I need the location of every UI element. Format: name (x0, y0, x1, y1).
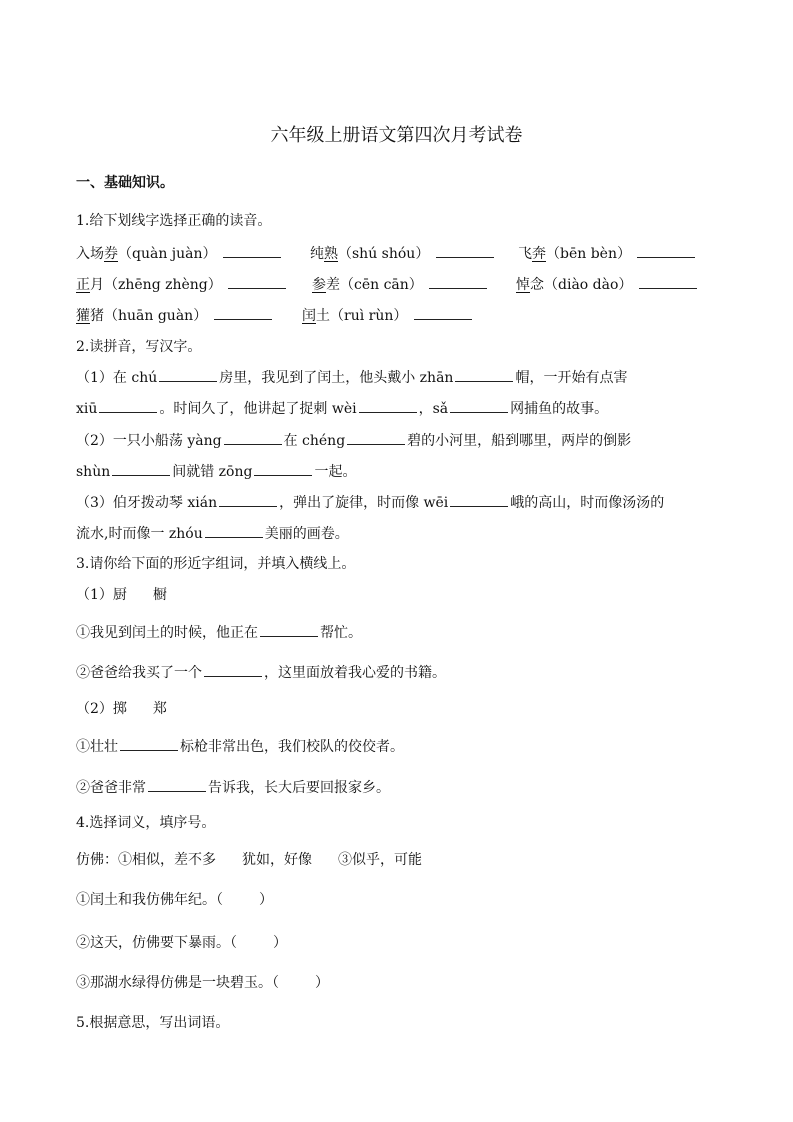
q2-line-4 (76, 461, 356, 482)
item-text: 念 (530, 277, 544, 293)
item-text: 土 (316, 308, 330, 324)
answer-blank[interactable] (224, 430, 282, 445)
meaning-3: ③似乎，可能 (338, 852, 422, 868)
answer-blank[interactable] (112, 461, 170, 476)
q2-text: 峨的高山，时而像汤汤的 (510, 495, 665, 511)
answer-blank[interactable] (455, 367, 513, 382)
item-text: 月 (90, 277, 104, 293)
q3-g2-sentence-1 (76, 736, 404, 757)
q4-sentence-2 (76, 933, 287, 953)
answer-blank[interactable] (159, 367, 217, 382)
answer-blank[interactable] (637, 243, 695, 258)
answer-blank[interactable] (214, 305, 272, 320)
q4-prompt: 4.选择词义，填序号。 (76, 815, 216, 831)
sentence-text: 帮忙。 (320, 625, 362, 641)
q2-line-1 (76, 367, 627, 388)
q2-text: xiū (76, 401, 98, 417)
answer-blank[interactable] (228, 274, 286, 289)
q3-group1-label (76, 585, 167, 605)
answer-blank[interactable] (219, 492, 277, 507)
sentence-text: ①闰土和我仿佛年纪。 (76, 892, 216, 908)
sentence-text: ②这天，仿佛要下暴雨。 (76, 935, 230, 951)
pinyin-options: （bēn bèn） (546, 246, 631, 262)
q2-text: ，sǎ (418, 401, 449, 417)
answer-blank[interactable] (148, 777, 206, 792)
answer-blank[interactable] (639, 274, 697, 289)
answer-paren: ） (315, 975, 329, 991)
q2-text: 美丽的画卷。 (264, 526, 349, 542)
underlined-char: 奔 (532, 246, 546, 262)
q2-text: 房里，我见到了闰土，他头戴小 zhān (219, 370, 454, 386)
answer-blank[interactable] (450, 492, 508, 507)
q3-g1-sentence-1 (76, 622, 362, 643)
item-text: 猪 (90, 308, 104, 324)
answer-blank[interactable] (359, 398, 417, 413)
sentence-text: ①壮壮 (76, 739, 118, 755)
q1-item-7 (76, 305, 274, 326)
underlined-char: 熟 (324, 246, 338, 262)
q2-text: 。时间久了，他讲起了捉刺 wèi (159, 401, 357, 417)
answer-blank[interactable] (99, 398, 157, 413)
underlined-char: 獾 (76, 308, 90, 324)
q3-group2-label (76, 699, 167, 719)
item-text: 差 (326, 277, 340, 293)
q4-sentence-1 (76, 890, 273, 910)
answer-blank[interactable] (204, 662, 262, 677)
section-heading-basics: 一、基础知识。 (76, 175, 174, 191)
q2-line-2 (76, 398, 608, 419)
q2-text: （2）一只小船荡 yàng (76, 433, 222, 449)
q2-text: 一起。 (314, 464, 357, 480)
answer-paren: ） (259, 892, 273, 908)
answer-paren: ） (273, 935, 287, 951)
underlined-char: 参 (312, 277, 326, 293)
item-text: 纯 (310, 246, 324, 262)
q1-item-8 (302, 305, 474, 326)
pinyin-options: （cēn cān） (340, 277, 423, 293)
q2-text: 帽，一开始有点害 (515, 370, 628, 386)
answer-paren: （ (216, 892, 223, 908)
sentence-text: ②爸爸给我买了一个 (76, 665, 202, 681)
q4-sentence-3 (76, 973, 329, 993)
q2-text: 碧的小河里，船到哪里，两岸的倒影 (407, 433, 632, 449)
pinyin-options: （huān guàn） (104, 308, 208, 324)
sentence-text: ②爸爸非常 (76, 780, 146, 796)
item-text: 飞 (518, 246, 532, 262)
q2-prompt: 2.读拼音，写汉字。 (76, 339, 202, 355)
meaning-1: ①相似，差不多 (118, 852, 216, 868)
answer-blank[interactable] (414, 305, 472, 320)
char-label: 橱 (152, 587, 167, 603)
pinyin-options: （zhēng zhèng） (104, 277, 222, 293)
q1-item-4 (76, 274, 288, 295)
q5-prompt: 5.根据意思，写出词语。 (76, 1015, 230, 1031)
q2-line-5 (76, 492, 664, 513)
pinyin-options: （diào dào） (544, 277, 633, 293)
answer-blank[interactable] (223, 243, 281, 258)
q1-item-6 (516, 274, 699, 295)
q2-text: 流水,时而像一 zhóu (76, 526, 203, 542)
q1-item-3 (518, 243, 697, 264)
answer-paren: （ (230, 935, 237, 951)
sentence-text: ③那湖水绿得仿佛是一块碧玉。 (76, 975, 272, 991)
page-title: 六年级上册语文第四次月考试卷 (270, 125, 523, 146)
q2-text: shùn (76, 464, 111, 480)
q1-item-2 (310, 243, 496, 264)
q2-text: 间就错 zōng (172, 464, 253, 480)
q2-text: （1）在 chú (76, 370, 158, 386)
answer-blank[interactable] (436, 243, 494, 258)
q2-text: 网捕鱼的故事。 (510, 401, 609, 417)
sentence-text: 标枪非常出色，我们校队的佼佼者。 (180, 739, 404, 755)
q3-g2-sentence-2 (76, 777, 390, 798)
q3-g1-sentence-2 (76, 662, 446, 683)
sentence-text: ，这里面放着我心爱的书籍。 (264, 665, 446, 681)
answer-blank[interactable] (254, 461, 312, 476)
answer-blank[interactable] (205, 523, 263, 538)
answer-paren: （ (272, 975, 279, 991)
q1-prompt: 1.给下划线字选择正确的读音。 (76, 213, 272, 229)
answer-blank[interactable] (450, 398, 508, 413)
answer-blank[interactable] (260, 622, 318, 637)
answer-blank[interactable] (429, 274, 487, 289)
char-label: （1）厨 (76, 587, 127, 603)
meaning-2: 犹如，好像 (242, 852, 312, 868)
q2-text: ，弹出了旋律，时而像 wēi (279, 495, 449, 511)
q2-text: （3）伯牙拨动琴 xián (76, 495, 218, 511)
q1-item-1 (76, 243, 283, 264)
underlined-char: 券 (104, 246, 118, 262)
sentence-text: 告诉我，长大后要回报家乡。 (208, 780, 390, 796)
answer-blank[interactable] (120, 736, 178, 751)
item-text: 入场 (76, 246, 104, 262)
sentence-text: ①我见到闰土的时候，他正在 (76, 625, 258, 641)
q2-line-3 (76, 430, 631, 451)
q2-line-6 (76, 523, 349, 544)
pinyin-options: （ruì rùn） (330, 308, 408, 324)
definition-word: 仿佛： (76, 852, 118, 868)
q4-definitions (76, 850, 422, 870)
pinyin-options: （quàn juàn） (118, 246, 217, 262)
q2-text: 在 chéng (283, 433, 346, 449)
q3-prompt: 3.请你给下面的形近字组词，并填入横线上。 (76, 556, 356, 572)
underlined-char: 闰 (302, 308, 316, 324)
q1-item-5 (312, 274, 489, 295)
char-label: 郑 (152, 701, 167, 717)
answer-blank[interactable] (347, 430, 405, 445)
underlined-char: 悼 (516, 277, 530, 293)
pinyin-options: （shú shóu） (338, 246, 430, 262)
char-label: （2）掷 (76, 701, 127, 717)
underlined-char: 正 (76, 277, 90, 293)
